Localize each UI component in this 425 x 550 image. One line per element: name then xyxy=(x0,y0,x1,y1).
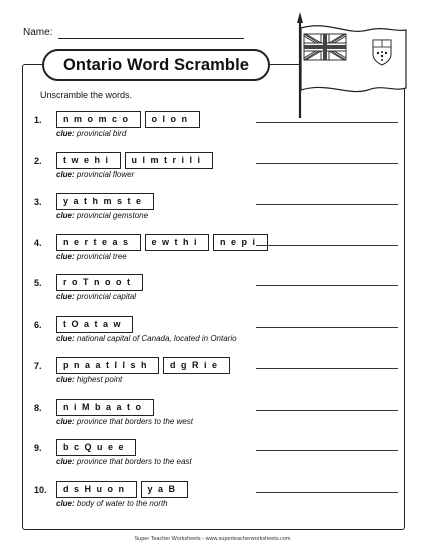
clue-text: province that borders to the west xyxy=(76,417,193,426)
scrambled-word-group xyxy=(56,357,230,374)
question-row xyxy=(34,316,394,346)
scrambled-word: nerteas xyxy=(56,234,141,251)
footer-credit: Super Teacher Worksheets - www.superteacherworksheets.com xyxy=(134,536,291,542)
question-row xyxy=(34,193,394,223)
scrambled-word-group xyxy=(56,274,143,291)
scrambled-word-group xyxy=(56,234,268,251)
question-number: 2. xyxy=(34,156,42,166)
scrambled-word-group xyxy=(56,481,188,498)
clue-label: clue: xyxy=(56,334,75,343)
question-row xyxy=(34,111,394,141)
question-row xyxy=(34,399,394,429)
scrambled-word: olon xyxy=(145,111,200,128)
clue-text: provincial flower xyxy=(76,170,135,179)
question-number: 5. xyxy=(34,278,42,288)
question-number: 10. xyxy=(34,485,47,495)
clue xyxy=(56,499,168,508)
clue-text: provincial bird xyxy=(76,129,127,138)
scrambled-word: dgRie xyxy=(163,357,230,374)
scrambled-word: tOataw xyxy=(56,316,133,333)
answer-line[interactable] xyxy=(256,122,398,123)
clue xyxy=(56,211,148,220)
answer-line[interactable] xyxy=(256,285,398,286)
instructions-text: Unscramble the words. xyxy=(40,90,133,100)
scrambled-word-group xyxy=(56,439,136,456)
clue xyxy=(56,292,136,301)
clue-text: provincial gemstone xyxy=(76,211,149,220)
clue-text: provincial capital xyxy=(76,292,137,301)
scrambled-word: yaB xyxy=(141,481,188,498)
answer-line[interactable] xyxy=(256,327,398,328)
question-row xyxy=(34,357,394,387)
answer-line[interactable] xyxy=(256,368,398,369)
scrambled-word-group xyxy=(56,316,133,333)
scrambled-word: niMbaato xyxy=(56,399,154,416)
clue-text: province that borders to the east xyxy=(76,457,192,466)
answer-line[interactable] xyxy=(256,204,398,205)
question-row xyxy=(34,481,394,511)
question-number: 9. xyxy=(34,443,42,453)
clue xyxy=(56,129,126,138)
clue-label: clue: xyxy=(56,211,75,220)
scrambled-word: nepi xyxy=(213,234,268,251)
question-row xyxy=(34,439,394,469)
answer-line[interactable] xyxy=(256,450,398,451)
question-number: 1. xyxy=(34,115,42,125)
clue-label: clue: xyxy=(56,375,75,384)
question-row xyxy=(34,234,394,264)
scrambled-word: twehi xyxy=(56,152,121,169)
clue-label: clue: xyxy=(56,129,75,138)
clue xyxy=(56,170,134,179)
answer-line[interactable] xyxy=(256,492,398,493)
scrambled-word: ewthi xyxy=(145,234,210,251)
clue xyxy=(56,252,127,261)
scrambled-word: pnaatIlsh xyxy=(56,357,159,374)
clue-label: clue: xyxy=(56,170,75,179)
worksheet-title: Ontario Word Scramble xyxy=(42,49,270,81)
clue-text: highest point xyxy=(76,375,123,384)
scrambled-word: dsHuon xyxy=(56,481,137,498)
scrambled-word: nmomco xyxy=(56,111,141,128)
scrambled-word-group xyxy=(56,111,200,128)
clue-label: clue: xyxy=(56,499,75,508)
question-number: 7. xyxy=(34,361,42,371)
answer-line[interactable] xyxy=(256,245,398,246)
name-field-line[interactable] xyxy=(58,38,244,39)
question-number: 8. xyxy=(34,403,42,413)
scrambled-word-group xyxy=(56,193,154,210)
clue xyxy=(56,375,122,384)
clue-label: clue: xyxy=(56,252,75,261)
clue xyxy=(56,457,192,466)
scrambled-word: yathmste xyxy=(56,193,154,210)
name-field-label: Name: xyxy=(23,27,53,38)
clue xyxy=(56,417,193,426)
clue-text: provincial tree xyxy=(76,252,127,261)
scrambled-word: roTnoot xyxy=(56,274,143,291)
ontario-flag-icon xyxy=(288,10,410,120)
question-row xyxy=(34,152,394,182)
answer-line[interactable] xyxy=(256,163,398,164)
question-number: 6. xyxy=(34,320,42,330)
scrambled-word: ulmtrili xyxy=(125,152,213,169)
clue xyxy=(56,334,237,343)
question-number: 4. xyxy=(34,238,42,248)
clue-text: body of water to the north xyxy=(76,499,168,508)
clue-text: national capital of Canada, located in Ontario xyxy=(76,334,237,343)
clue-label: clue: xyxy=(56,417,75,426)
scrambled-word-group xyxy=(56,152,213,169)
question-number: 3. xyxy=(34,197,42,207)
answer-line[interactable] xyxy=(256,410,398,411)
question-row xyxy=(34,274,394,304)
clue-label: clue: xyxy=(56,457,75,466)
scrambled-word-group xyxy=(56,399,154,416)
clue-label: clue: xyxy=(56,292,75,301)
scrambled-word: bcQuee xyxy=(56,439,136,456)
